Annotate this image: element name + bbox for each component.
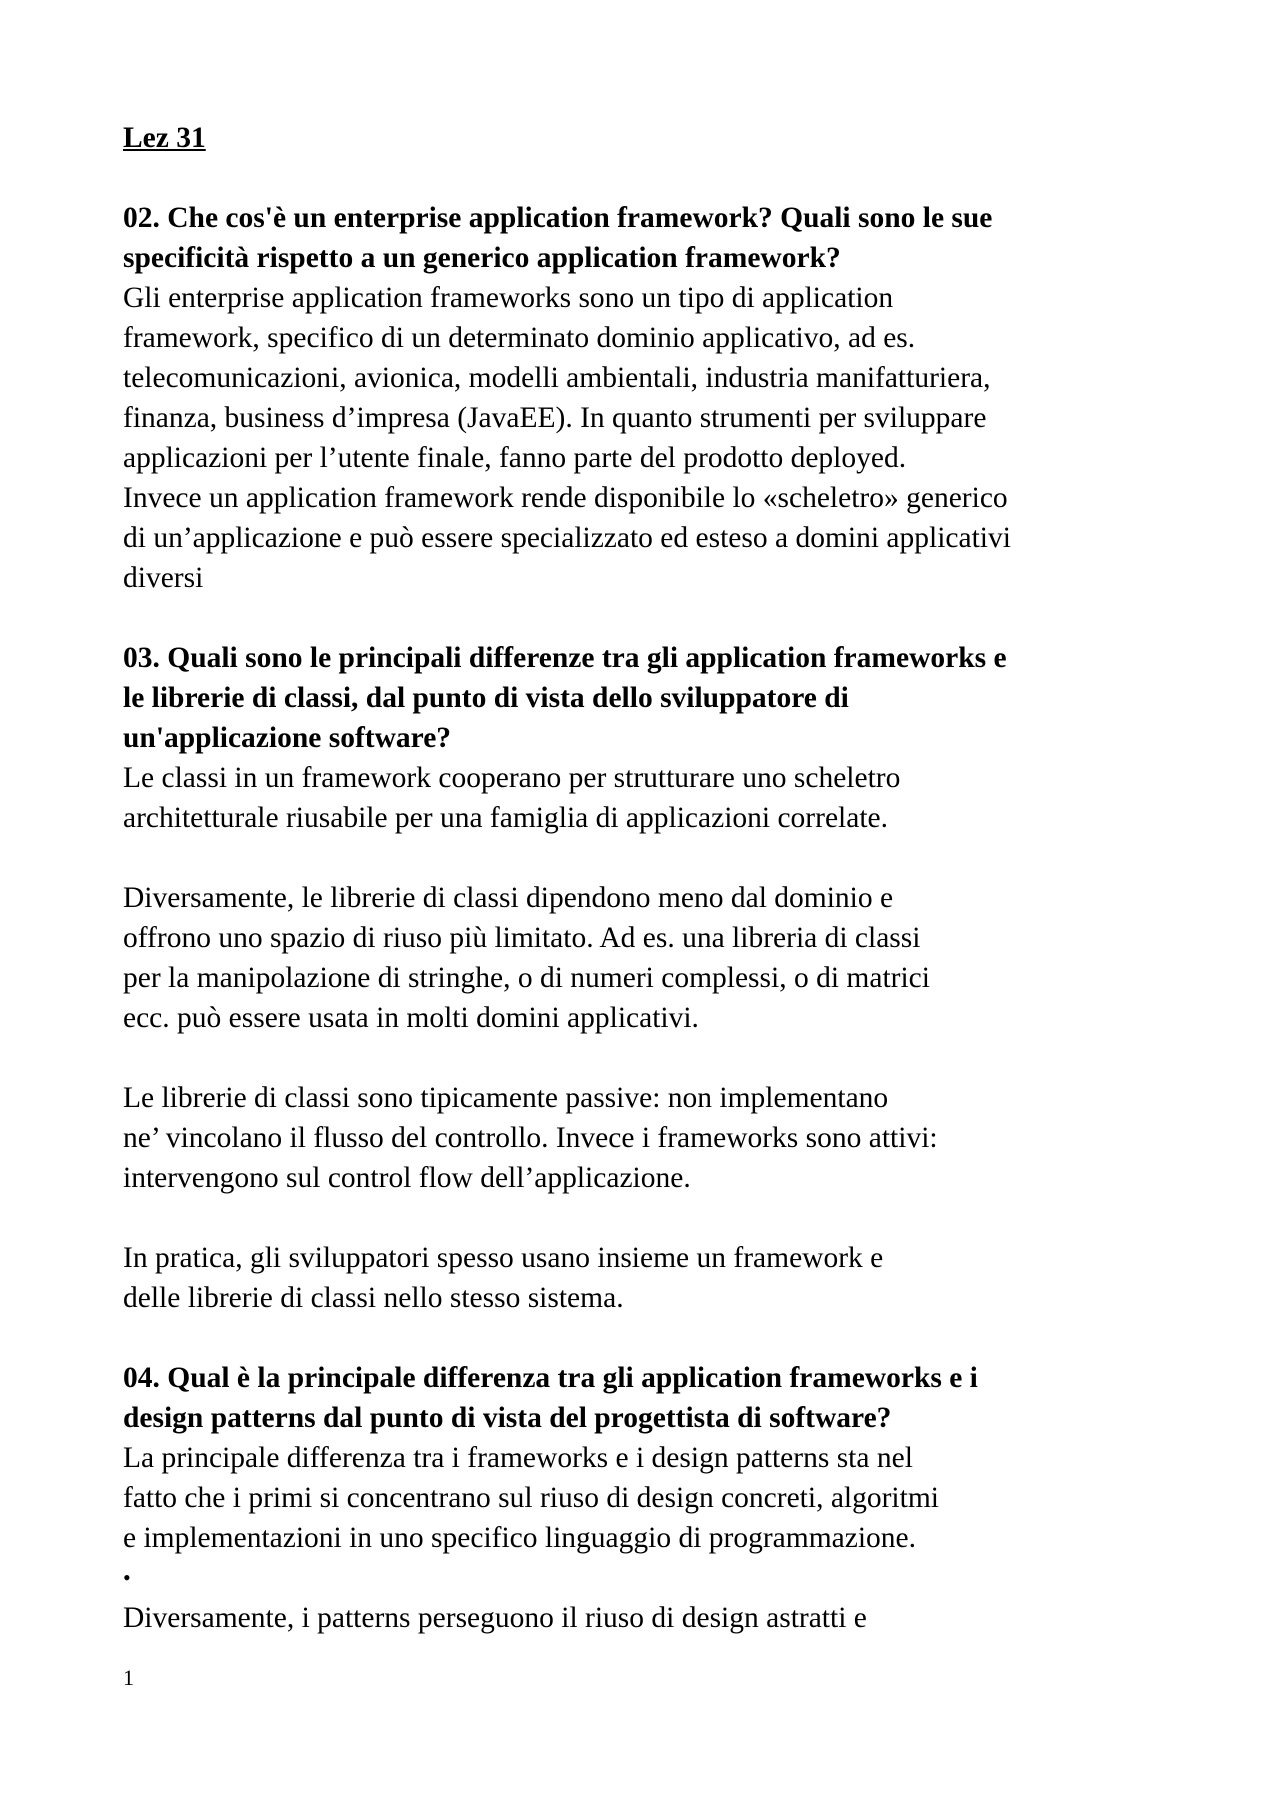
answer-03-line: offrono uno spazio di riuso più limitato. Ad es. una libreria di classi	[123, 922, 921, 954]
answer-03-line: delle librerie di classi nello stesso sistema.	[123, 1282, 624, 1314]
answer-02-line: framework, specifico di un determinato dominio applicativo, ad es.	[123, 322, 916, 354]
answer-03-line: ecc. può essere usata in molti domini applicativi.	[123, 1002, 699, 1034]
answer-02-line: di un’applicazione e può essere specializzato ed esteso a domini applicativi	[123, 522, 1011, 554]
question-02-section	[123, 198, 1183, 598]
answer-03-line: intervengono sul control flow dell’applicazione.	[123, 1162, 691, 1194]
answer-04-line: Diversamente, i patterns perseguono il riuso di design astratti e	[123, 1602, 867, 1634]
question-03-line: 03. Quali sono le principali differenze tra gli application frameworks e	[123, 642, 1007, 674]
question-03-line: un'applicazione software?	[123, 722, 452, 754]
answer-03-line: architetturale riusabile per una famiglia di applicazioni correlate.	[123, 802, 888, 834]
answer-02-line: diversi	[123, 562, 204, 594]
answer-03-line: per la manipolazione di stringhe, o di numeri complessi, o di matrici	[123, 962, 930, 994]
answer-02-line: applicazioni per l’utente finale, fanno parte del prodotto deployed.	[123, 442, 907, 474]
answer-02-line: Gli enterprise application frameworks sono un tipo di application	[123, 282, 894, 314]
answer-02-line: finanza, business d’impresa (JavaEE). In quanto strumenti per sviluppare	[123, 402, 987, 434]
page-number: 1	[123, 1665, 134, 1690]
answer-04-line: fatto che i primi si concentrano sul riuso di design concreti, algoritmi	[123, 1482, 939, 1514]
lecture-title: Lez 31	[123, 122, 206, 154]
bullet-icon: •	[123, 1565, 131, 1590]
document-body	[123, 118, 1183, 1638]
question-03-line: le librerie di classi, dal punto di vista dello sviluppatore di	[123, 682, 849, 714]
answer-04-line: e implementazioni in uno specifico linguaggio di programmazione.	[123, 1522, 916, 1554]
answer-03-line: Le classi in un framework cooperano per strutturare uno scheletro	[123, 762, 901, 794]
answer-03-line: Diversamente, le librerie di classi dipendono meno dal dominio e	[123, 882, 894, 914]
answer-02-line: Invece un application framework rende disponibile lo «scheletro» generico	[123, 482, 1008, 514]
answer-03-line: Le librerie di classi sono tipicamente passive: non implementano	[123, 1082, 889, 1114]
question-02-line: specificità rispetto a un generico application framework?	[123, 242, 841, 274]
answer-02-line: telecomunicazioni, avionica, modelli ambientali, industria manifatturiera,	[123, 362, 991, 394]
question-02-line: 02. Che cos'è un enterprise application framework? Quali sono le sue	[123, 202, 993, 234]
answer-03-line: ne’ vincolano il flusso del controllo. Invece i frameworks sono attivi:	[123, 1122, 938, 1154]
question-04-line: 04. Qual è la principale differenza tra gli application frameworks e i	[123, 1362, 978, 1394]
question-03-section	[123, 638, 1183, 1318]
answer-03-line: In pratica, gli sviluppatori spesso usano insieme un framework e	[123, 1242, 884, 1274]
question-04-line: design patterns dal punto di vista del progettista di software?	[123, 1402, 892, 1434]
answer-04-line: La principale differenza tra i frameworks e i design patterns sta nel	[123, 1442, 913, 1474]
question-04-section	[123, 1358, 1183, 1638]
